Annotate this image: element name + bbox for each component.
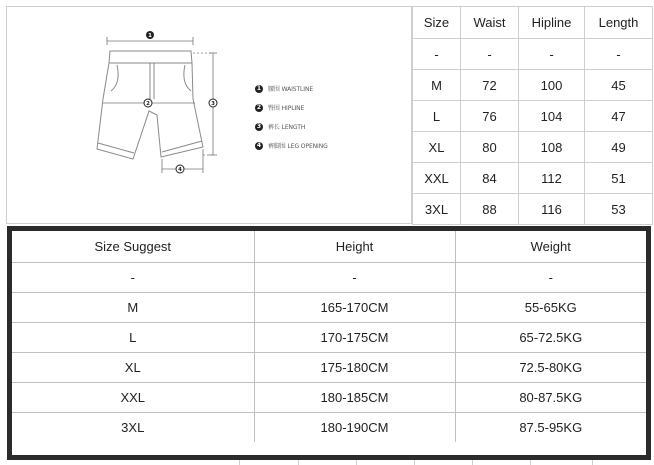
table-row xyxy=(12,413,646,443)
measure-marker-2 xyxy=(144,99,152,107)
table-cell: 175-180CM xyxy=(254,353,455,383)
column-header: Weight xyxy=(455,231,646,263)
table-row xyxy=(12,263,646,293)
measure-marker-3 xyxy=(209,99,217,107)
table-cell: 180-190CM xyxy=(254,413,455,443)
grid-divider xyxy=(298,460,299,465)
table-cell: 100 xyxy=(519,70,585,101)
table-cell: M xyxy=(12,293,254,323)
table-row xyxy=(413,163,653,194)
table-cell: 84 xyxy=(461,163,519,194)
grid-divider xyxy=(414,460,415,465)
size-suggest-frame xyxy=(7,226,651,460)
table-cell: 3XL xyxy=(413,194,461,225)
grid-divider xyxy=(356,460,357,465)
table-cell: 51 xyxy=(585,163,653,194)
table-cell: - xyxy=(461,39,519,70)
table-row xyxy=(413,132,653,163)
svg-text:1: 1 xyxy=(148,33,152,39)
table-row xyxy=(413,70,653,101)
table-header-row xyxy=(12,231,646,263)
table-cell: 88 xyxy=(461,194,519,225)
shorts-diagram xyxy=(7,7,413,225)
size-suggest-table xyxy=(12,231,646,442)
table-cell: 49 xyxy=(585,132,653,163)
table-cell: 116 xyxy=(519,194,585,225)
table-cell: XL xyxy=(12,353,254,383)
table-cell: - xyxy=(254,263,455,293)
table-cell: - xyxy=(585,39,653,70)
column-header: Length xyxy=(585,7,653,39)
legend-label: 裤长 LENGTH xyxy=(268,124,306,131)
grid-divider xyxy=(239,460,240,465)
table-cell: 80 xyxy=(461,132,519,163)
table-cell: 87.5-95KG xyxy=(455,413,646,443)
table-cell: 80-87.5KG xyxy=(455,383,646,413)
table-cell: 47 xyxy=(585,101,653,132)
measure-marker-4 xyxy=(176,165,184,173)
grid-divider xyxy=(472,460,473,465)
column-header: Hipline xyxy=(519,7,585,39)
table-cell: 72.5-80KG xyxy=(455,353,646,383)
table-cell: 170-175CM xyxy=(254,323,455,353)
table-cell: 3XL xyxy=(12,413,254,443)
table-cell: L xyxy=(413,101,461,132)
legend-item xyxy=(255,136,328,155)
measurement-legend xyxy=(255,79,328,155)
table-cell: 53 xyxy=(585,194,653,225)
table-row xyxy=(12,293,646,323)
table-cell: - xyxy=(519,39,585,70)
legend-number: 3 xyxy=(256,122,262,130)
legend-label: 裤脚围 LEG OPENING xyxy=(268,143,328,150)
column-header: Waist xyxy=(461,7,519,39)
table-cell: - xyxy=(455,263,646,293)
table-row xyxy=(413,39,653,70)
table-cell: - xyxy=(12,263,254,293)
column-header: Size Suggest xyxy=(12,231,254,263)
table-cell: 112 xyxy=(519,163,585,194)
table-row xyxy=(12,383,646,413)
grid-divider xyxy=(592,460,593,465)
table-cell: M xyxy=(413,70,461,101)
svg-text:2: 2 xyxy=(146,101,150,107)
grid-divider xyxy=(530,460,531,465)
column-header: Height xyxy=(254,231,455,263)
legend-number: 1 xyxy=(256,84,262,92)
table-row xyxy=(413,194,653,225)
legend-number: 4 xyxy=(256,141,262,149)
table-cell: - xyxy=(413,39,461,70)
table-row xyxy=(12,323,646,353)
size-measurement-table xyxy=(412,6,653,225)
table-cell: 65-72.5KG xyxy=(455,323,646,353)
table-cell: L xyxy=(12,323,254,353)
table-row xyxy=(12,353,646,383)
table-cell: 55-65KG xyxy=(455,293,646,323)
svg-text:4: 4 xyxy=(178,167,182,173)
table-cell: 108 xyxy=(519,132,585,163)
table-cell: 180-185CM xyxy=(254,383,455,413)
legend-item xyxy=(255,98,328,117)
table-cell: XXL xyxy=(12,383,254,413)
legend-number: 2 xyxy=(256,103,262,111)
legend-label: 臀围 HIPLINE xyxy=(268,105,305,112)
table-row xyxy=(413,101,653,132)
legend-item xyxy=(255,79,328,98)
table-header-row xyxy=(413,7,653,39)
table-cell: 72 xyxy=(461,70,519,101)
legend-item xyxy=(255,117,328,136)
shorts-diagram-panel xyxy=(6,6,412,224)
table-cell: XXL xyxy=(413,163,461,194)
table-cell: XL xyxy=(413,132,461,163)
table-cell: 45 xyxy=(585,70,653,101)
table-cell: 104 xyxy=(519,101,585,132)
column-header: Size xyxy=(413,7,461,39)
legend-label: 腰围 WAISTLINE xyxy=(268,86,314,93)
table-cell: 165-170CM xyxy=(254,293,455,323)
table-cell: 76 xyxy=(461,101,519,132)
svg-text:3: 3 xyxy=(211,101,215,107)
measure-marker-1 xyxy=(146,31,154,39)
